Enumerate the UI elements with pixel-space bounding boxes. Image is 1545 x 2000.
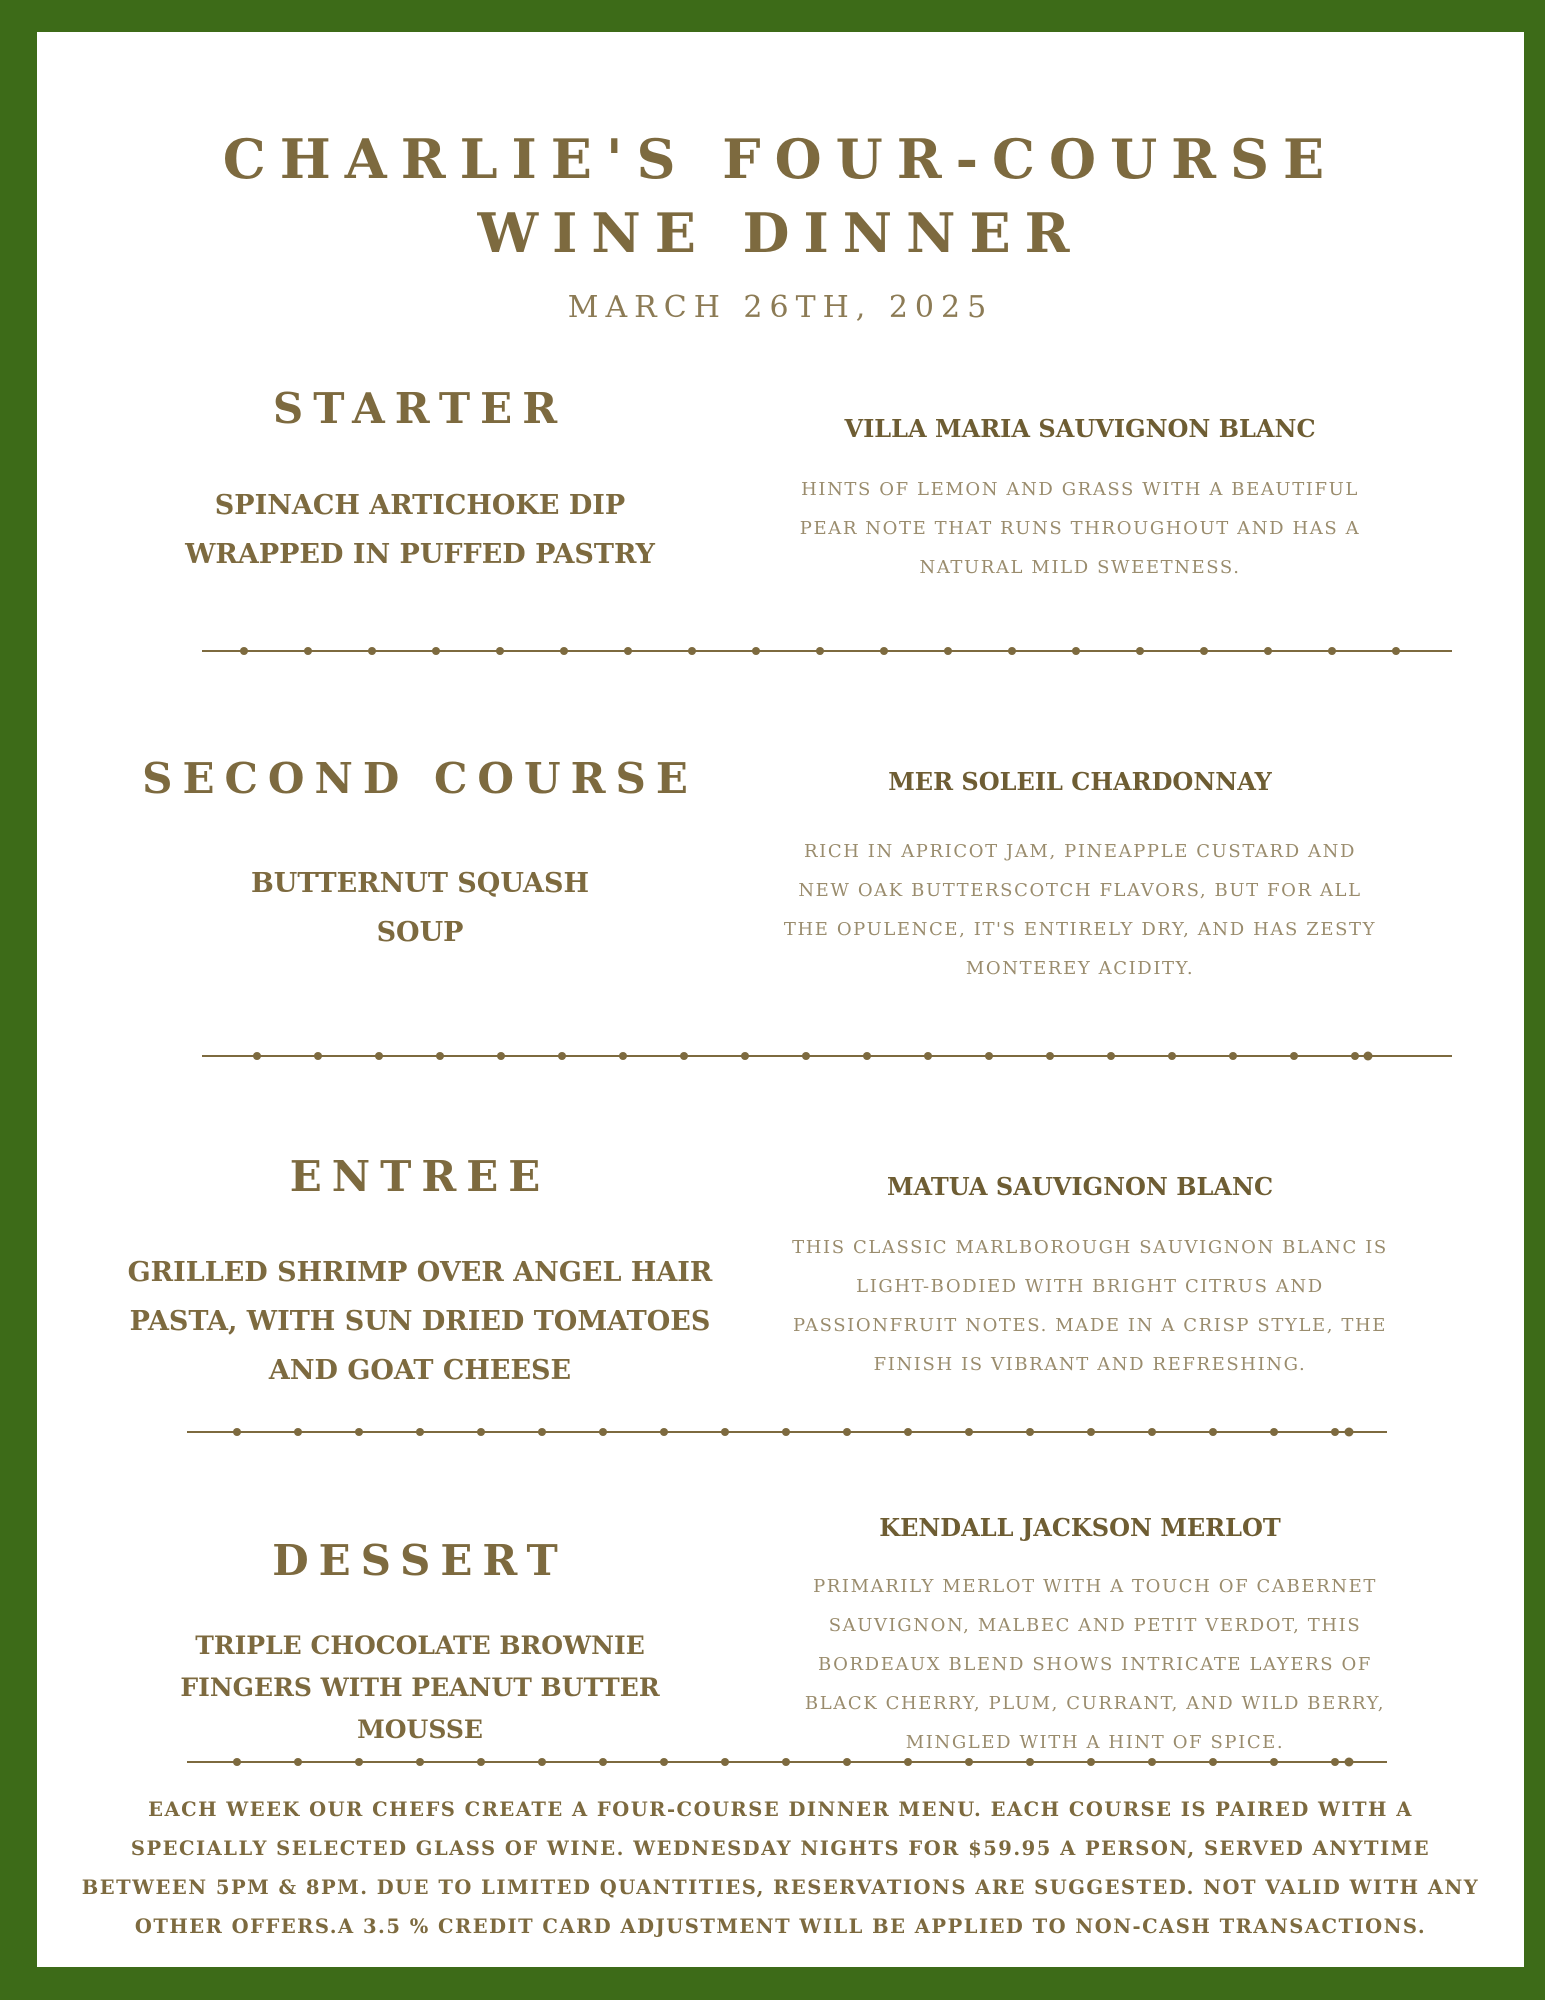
course-heading-entree: ENTREE <box>289 1152 551 1201</box>
menu-page <box>37 32 1524 1967</box>
wine-description-dessert: PRIMARILY MERLOT WITH A TOUCH OF CABERNET SAUVIGNON, MALBEC AND PETIT VERDOT, THIS BORDEAUX BLEND SHOWS INTRICATE LAYERS OF BLACK CHERRY, PLUM, CURRANT, AND WILD BERRY, MINGLED WITH A HINT OF SPICE. <box>804 1576 1386 1753</box>
course-dish-starter: SPINACH ARTICHOKE DIP WRAPPED IN PUFFED PASTRY <box>185 490 655 570</box>
course-dish-entree: GRILLED SHRIMP OVER ANGEL HAIR PASTA, WITH SUN DRIED TOMATOES AND GOAT CHEESE <box>127 1257 713 1386</box>
wine-description-starter: HINTS OF LEMON AND GRASS WITH A BEAUTIFUL PEAR NOTE THAT RUNS THROUGHOUT AND HAS A NATURAL MILD SWEETNESS. <box>799 479 1361 578</box>
course-heading-second-course: SECOND COURSE <box>142 754 698 803</box>
wine-description-entree: THIS CLASSIC MARLBOROUGH SAUVIGNON BLANC IS LIGHT-BODIED WITH BRIGHT CITRUS AND PASSIONFRUIT NOTES. MADE IN A CRISP STYLE, THE FINISH IS VIBRANT AND REFRESHING. <box>792 1237 1388 1375</box>
course-dish-second-course: BUTTERNUT SQUASH SOUP <box>250 868 589 948</box>
wine-description-second-course: RICH IN APRICOT JAM, PINEAPPLE CUSTARD AND NEW OAK BUTTERSCOTCH FLAVORS, BUT FOR ALL THE OPULENCE, IT'S ENTIRELY DRY, AND HAS ZESTY MONTEREY ACIDITY. <box>783 841 1377 979</box>
title-line-2: WINE DINNER <box>477 201 1084 265</box>
section-divider <box>187 1752 1387 1772</box>
course-heading-dessert: DESSERT <box>272 1536 568 1585</box>
menu-title <box>37 122 1524 270</box>
wine-name-entree: MATUA SAUVIGNON BLANC <box>886 1172 1274 1201</box>
wine-name-starter: VILLA MARIA SAUVIGNON BLANC <box>844 414 1316 443</box>
wine-name-second-course: MER SOLEIL CHARDONNAY <box>888 767 1272 796</box>
course-heading-starter: STARTER <box>272 384 568 433</box>
section-divider <box>202 641 1452 661</box>
section-divider <box>202 1046 1452 1066</box>
section-divider <box>187 1422 1387 1442</box>
footer-terms: EACH WEEK OUR CHEFS CREATE A FOUR-COURSE DINNER MENU. EACH COURSE IS PAIRED WITH A SPECIALLY SELECTED GLASS OF WINE. WEDNESDAY NIGHTS FOR $59.95 A PERSON, SERVED ANYTIME BETWEEN 5PM & 8PM. DUE TO LIMITED QUANTITIES, RESERVATIONS ARE SUGGESTED. NOT VALID WITH ANY OTHER OFFERS.A 3.5 % CREDIT CARD ADJUSTMENT WILL BE APPLIED TO NON-CASH TRANSACTIONS. <box>81 1798 1480 1938</box>
title-line-1: CHARLIE'S FOUR-COURSE <box>222 127 1339 191</box>
wine-name-dessert: KENDALL JACKSON MERLOT <box>879 1513 1281 1542</box>
event-date: MARCH 26TH, 2025 <box>567 290 994 325</box>
course-dish-dessert: TRIPLE CHOCOLATE BROWNIE FINGERS WITH PEANUT BUTTER MOUSSE <box>180 1631 660 1744</box>
